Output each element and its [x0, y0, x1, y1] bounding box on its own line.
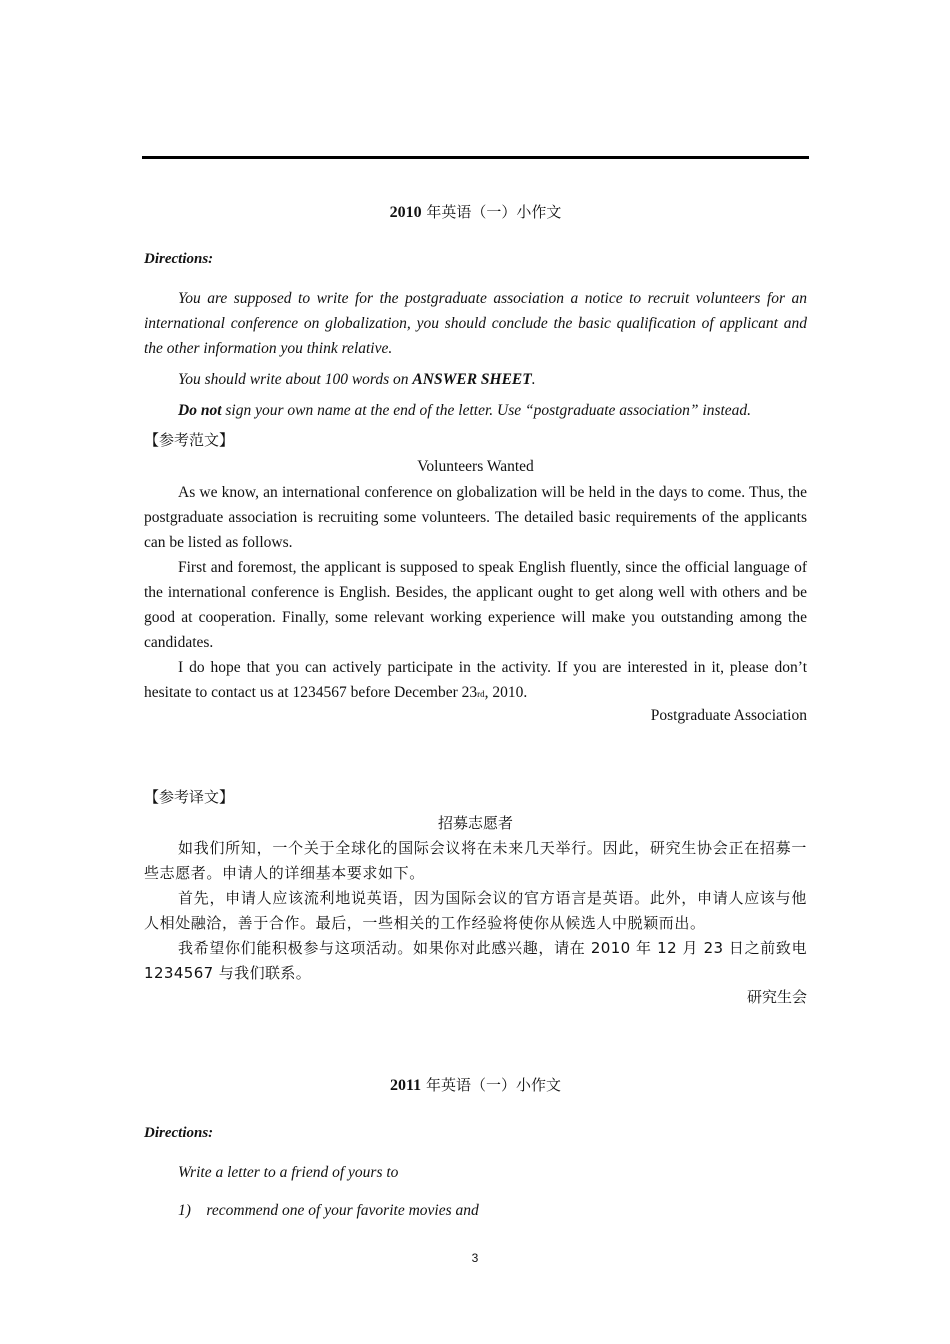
translation-label: 【参考译文】 [144, 788, 235, 806]
directions-label-2011: Directions: [144, 1125, 214, 1141]
directions-paragraph-2: You should write about 100 words on ANSWER SHEET. [178, 371, 536, 388]
essay-paragraph-3: I do hope that you can actively participate in the activity. If you are interested in it, please don’t hesitate to contact us at 1234567 before December 23rd, 2010. [144, 659, 807, 701]
translation-paragraph-2: 首先，申请人应该流利地说英语，因为国际会议的官方语言是英语。此外，申请人应该与他人相处融洽，善于合作。最后，一些相关的工作经验将使你从候选人中脱颖而出。 [144, 889, 807, 932]
section-title-2011: 2011 年英语（一）小作文 [390, 1076, 561, 1094]
translation-signature: 研究生会 [746, 988, 807, 1006]
directions-paragraph-3: Do not sign your own name at the end of the letter. Use “postgraduate association” instead. [178, 402, 752, 419]
directions-label-2010: Directions: [144, 251, 214, 267]
translation-title: 招募志愿者 [437, 814, 513, 832]
page-number: 3 [471, 1251, 479, 1265]
directions-paragraph-1: You are supposed to write for the postgraduate association a notice to recruit volunteers for an international conference on globalization, you should conclude the basic qualification of applicant and the other information you think relative. [144, 290, 807, 357]
translation-paragraph-3: 我希望你们能积极参与这项活动。如果你对此感兴趣，请在 2010 年 12 月 23 日之前致电 1234567 与我们联系。 [144, 939, 807, 982]
sample-essay-label: 【参考范文】 [144, 431, 235, 449]
essay-paragraph-2: First and foremost, the applicant is supposed to speak English fluently, since the official language of the international conference is English. Besides, the applicant ought to get along well with others and be good at cooperation. Finally, some relevant working experience will make you outstanding among the candidates. [144, 559, 807, 651]
essay-paragraph-1: As we know, an international conference on globalization will be held in the days to come. Thus, the postgraduate association is recruiting some volunteers. The detailed basic requirements of the applicants can be listed as follows. [144, 484, 807, 551]
essay-signature: Postgraduate Association [650, 707, 807, 724]
essay-title: Volunteers Wanted [417, 458, 534, 475]
directions-2011-list-item: 1) recommend one of your favorite movies and [178, 1202, 479, 1219]
header-rule [142, 156, 809, 159]
directions-2011-paragraph: Write a letter to a friend of yours to [178, 1164, 399, 1181]
translation-paragraph-1: 如我们所知，一个关于全球化的国际会议将在未来几天举行。因此，研究生协会正在招募一些志愿者。申请人的详细基本要求如下。 [144, 839, 807, 882]
section-title-2010: 2010 年英语（一）小作文 [389, 203, 562, 221]
